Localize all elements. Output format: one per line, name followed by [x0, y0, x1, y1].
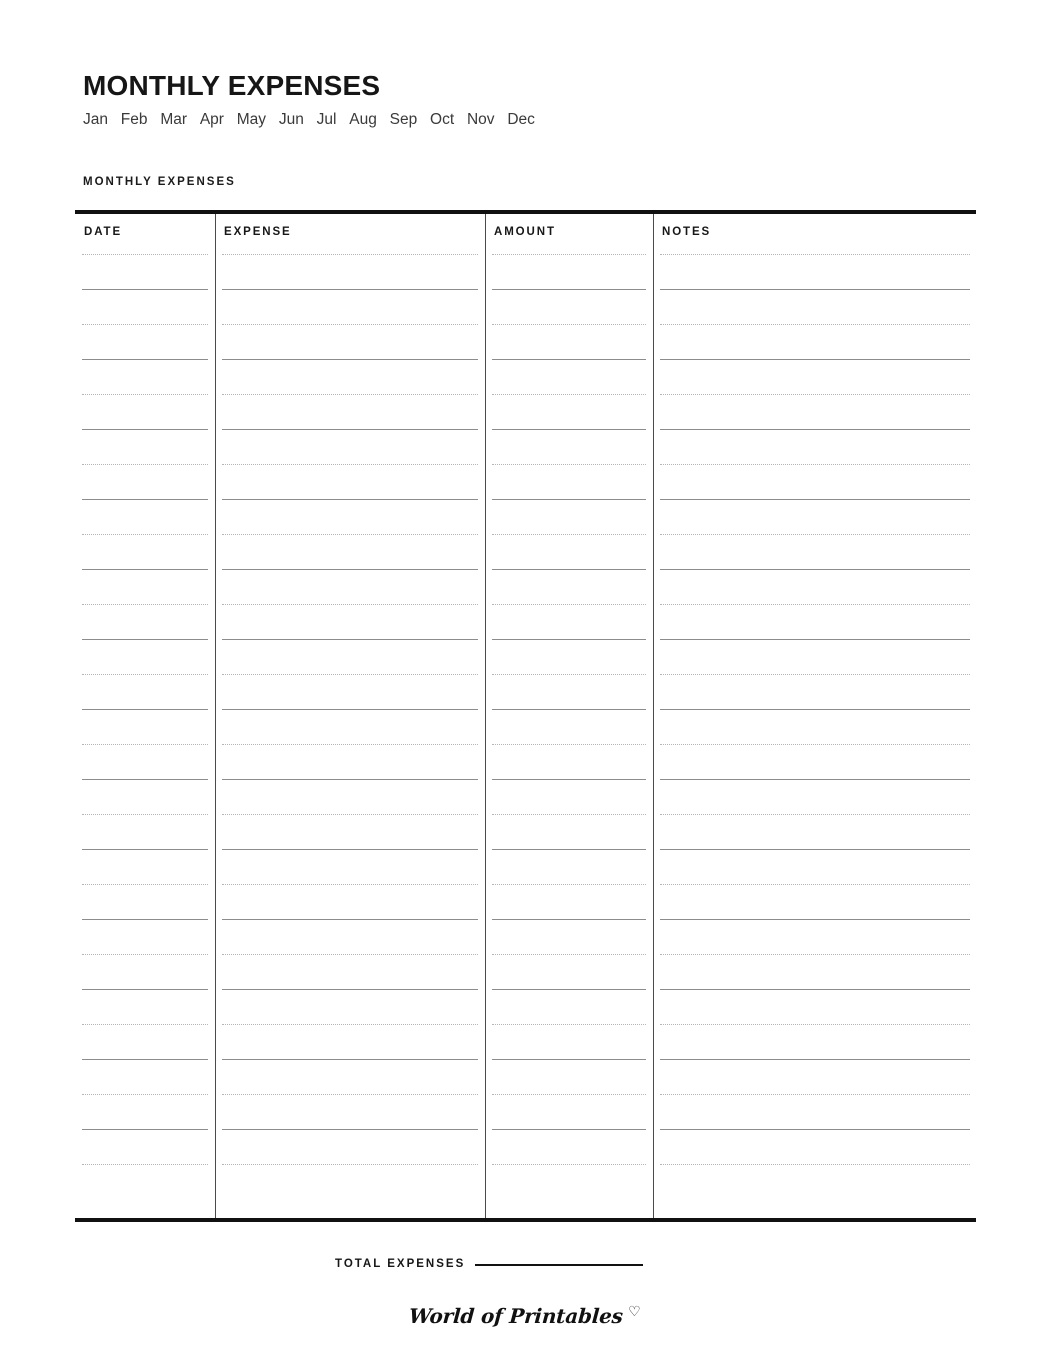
month-jul[interactable]: Jul [316, 111, 337, 128]
row-cell-notes[interactable] [660, 324, 970, 325]
row-cell-expense[interactable] [222, 954, 478, 955]
row-cell-amount[interactable] [492, 1164, 646, 1165]
table-row[interactable] [75, 429, 976, 431]
row-cell-date[interactable] [82, 604, 208, 605]
row-cell-amount[interactable] [492, 499, 646, 500]
row-cell-notes[interactable] [660, 429, 970, 430]
row-cell-date[interactable] [82, 254, 208, 255]
table-row[interactable] [75, 1094, 976, 1096]
row-cell-date[interactable] [82, 394, 208, 395]
row-cell-amount[interactable] [492, 254, 646, 255]
row-cell-amount[interactable] [492, 989, 646, 990]
row-cell-amount[interactable] [492, 1129, 646, 1130]
row-cell-notes[interactable] [660, 709, 970, 710]
table-row[interactable] [75, 604, 976, 606]
row-cell-notes[interactable] [660, 779, 970, 780]
row-cell-expense[interactable] [222, 499, 478, 500]
row-cell-amount[interactable] [492, 324, 646, 325]
row-cell-expense[interactable] [222, 359, 478, 360]
month-jan[interactable]: Jan [83, 111, 108, 128]
month-nov[interactable]: Nov [466, 111, 495, 128]
brand-logo-text: World of Printables [408, 1304, 624, 1328]
month-oct[interactable]: Oct [430, 111, 455, 128]
table-row[interactable] [75, 744, 976, 746]
row-cell-date[interactable] [82, 569, 208, 570]
section-label: MONTHLY EXPENSES [83, 176, 236, 188]
row-cell-notes[interactable] [660, 359, 970, 360]
row-cell-date[interactable] [82, 1024, 208, 1025]
total-expenses-label: TOTAL EXPENSES [335, 1258, 466, 1270]
column-header-expense: EXPENSE [224, 226, 292, 238]
row-cell-notes[interactable] [660, 884, 970, 885]
row-cell-expense[interactable] [222, 1129, 478, 1130]
row-cell-notes[interactable] [660, 1024, 970, 1025]
row-cell-date[interactable] [82, 709, 208, 710]
row-cell-date[interactable] [82, 534, 208, 535]
row-cell-notes[interactable] [660, 1129, 970, 1130]
row-cell-date[interactable] [82, 849, 208, 850]
row-cell-expense[interactable] [222, 429, 478, 430]
row-cell-date[interactable] [82, 289, 208, 290]
row-cell-date[interactable] [82, 884, 208, 885]
row-cell-date[interactable] [82, 499, 208, 500]
row-cell-notes[interactable] [660, 604, 970, 605]
row-cell-amount[interactable] [492, 359, 646, 360]
row-cell-expense[interactable] [222, 709, 478, 710]
table-row[interactable] [75, 254, 976, 256]
row-cell-expense[interactable] [222, 394, 478, 395]
month-jun[interactable]: Jun [278, 111, 304, 128]
table-row[interactable] [75, 569, 976, 571]
table-row[interactable] [75, 919, 976, 921]
row-cell-expense[interactable] [222, 849, 478, 850]
row-cell-date[interactable] [82, 1094, 208, 1095]
row-cell-date[interactable] [82, 639, 208, 640]
row-cell-notes[interactable] [660, 289, 970, 290]
row-cell-expense[interactable] [222, 989, 478, 990]
column-header-notes: NOTES [662, 226, 712, 238]
row-cell-expense[interactable] [222, 534, 478, 535]
row-cell-expense[interactable] [222, 324, 478, 325]
column-header-date: DATE [84, 226, 123, 238]
row-cell-expense[interactable] [222, 744, 478, 745]
row-cell-amount[interactable] [492, 569, 646, 570]
row-cell-expense[interactable] [222, 779, 478, 780]
row-cell-expense[interactable] [222, 919, 478, 920]
row-cell-expense[interactable] [222, 884, 478, 885]
row-cell-amount[interactable] [492, 779, 646, 780]
row-cell-notes[interactable] [660, 919, 970, 920]
heart-icon: ♡ [628, 1303, 641, 1319]
row-cell-expense[interactable] [222, 569, 478, 570]
row-cell-notes[interactable] [660, 954, 970, 955]
table-bottom-rule [75, 1218, 976, 1222]
month-may[interactable]: May [236, 111, 267, 128]
row-cell-date[interactable] [82, 814, 208, 815]
row-cell-amount[interactable] [492, 744, 646, 745]
row-cell-amount[interactable] [492, 534, 646, 535]
row-cell-amount[interactable] [492, 1059, 646, 1060]
row-cell-notes[interactable] [660, 849, 970, 850]
table-row[interactable] [75, 639, 976, 641]
table-row[interactable] [75, 1024, 976, 1026]
row-cell-amount[interactable] [492, 814, 646, 815]
row-cell-expense[interactable] [222, 639, 478, 640]
row-cell-date[interactable] [82, 779, 208, 780]
page-title: MONTHLY EXPENSES [83, 70, 381, 101]
table-row[interactable] [75, 394, 976, 396]
table-row[interactable] [75, 989, 976, 991]
row-cell-date[interactable] [82, 674, 208, 675]
row-cell-expense[interactable] [222, 1024, 478, 1025]
table-row[interactable] [75, 814, 976, 816]
month-dec[interactable]: Dec [507, 111, 535, 128]
month-apr[interactable]: Apr [199, 111, 224, 128]
row-cell-expense[interactable] [222, 254, 478, 255]
row-cell-notes[interactable] [660, 1164, 970, 1165]
row-cell-date[interactable] [82, 464, 208, 465]
row-cell-amount[interactable] [492, 604, 646, 605]
row-cell-amount[interactable] [492, 954, 646, 955]
row-cell-expense[interactable] [222, 814, 478, 815]
table-row[interactable] [75, 1129, 976, 1131]
row-cell-expense[interactable] [222, 1164, 478, 1165]
row-cell-amount[interactable] [492, 639, 646, 640]
table-row[interactable] [75, 324, 976, 326]
table-row[interactable] [75, 884, 976, 886]
month-selector [83, 112, 535, 128]
month-mar[interactable]: Mar [160, 111, 188, 128]
table-row[interactable] [75, 499, 976, 501]
row-cell-date[interactable] [82, 744, 208, 745]
month-sep[interactable]: Sep [389, 111, 418, 128]
table-row[interactable] [75, 674, 976, 676]
table-row[interactable] [75, 709, 976, 711]
row-cell-amount[interactable] [492, 1094, 646, 1095]
row-cell-date[interactable] [82, 359, 208, 360]
table-row[interactable] [75, 1059, 976, 1061]
row-cell-amount[interactable] [492, 464, 646, 465]
row-cell-expense[interactable] [222, 289, 478, 290]
table-row[interactable] [75, 534, 976, 536]
row-cell-amount[interactable] [492, 674, 646, 675]
row-cell-notes[interactable] [660, 464, 970, 465]
row-cell-notes[interactable] [660, 1094, 970, 1095]
row-cell-notes[interactable] [660, 394, 970, 395]
row-cell-expense[interactable] [222, 1094, 478, 1095]
month-feb[interactable]: Feb [120, 111, 148, 128]
month-aug[interactable]: Aug [349, 111, 377, 128]
row-cell-amount[interactable] [492, 709, 646, 710]
table-row[interactable] [75, 954, 976, 956]
total-expenses-input[interactable] [475, 1264, 643, 1266]
table-row[interactable] [75, 779, 976, 781]
row-cell-notes[interactable] [660, 499, 970, 500]
total-expenses-row [335, 1259, 643, 1271]
row-cell-date[interactable] [82, 1059, 208, 1060]
row-cell-date[interactable] [82, 324, 208, 325]
row-cell-amount[interactable] [492, 919, 646, 920]
row-cell-date[interactable] [82, 989, 208, 990]
row-cell-date[interactable] [82, 1129, 208, 1130]
row-cell-notes[interactable] [660, 744, 970, 745]
row-cell-notes[interactable] [660, 674, 970, 675]
table-row[interactable] [75, 359, 976, 361]
brand-logo [0, 1303, 1050, 1328]
table-row[interactable] [75, 1164, 976, 1166]
row-cell-amount[interactable] [492, 429, 646, 430]
row-cell-expense[interactable] [222, 674, 478, 675]
row-cell-notes[interactable] [660, 814, 970, 815]
table-row[interactable] [75, 289, 976, 291]
row-cell-amount[interactable] [492, 394, 646, 395]
row-cell-amount[interactable] [492, 884, 646, 885]
column-header-amount: AMOUNT [494, 226, 556, 238]
row-cell-date[interactable] [82, 1164, 208, 1165]
expenses-table [75, 210, 976, 1222]
table-writing-lines [75, 210, 976, 1222]
table-row[interactable] [75, 464, 976, 466]
row-cell-notes[interactable] [660, 1059, 970, 1060]
row-cell-expense[interactable] [222, 464, 478, 465]
row-cell-amount[interactable] [492, 849, 646, 850]
row-cell-notes[interactable] [660, 989, 970, 990]
row-cell-expense[interactable] [222, 604, 478, 605]
row-cell-notes[interactable] [660, 254, 970, 255]
row-cell-expense[interactable] [222, 1059, 478, 1060]
row-cell-amount[interactable] [492, 1024, 646, 1025]
table-row[interactable] [75, 849, 976, 851]
row-cell-notes[interactable] [660, 569, 970, 570]
row-cell-amount[interactable] [492, 289, 646, 290]
row-cell-notes[interactable] [660, 534, 970, 535]
row-cell-date[interactable] [82, 429, 208, 430]
row-cell-date[interactable] [82, 919, 208, 920]
row-cell-date[interactable] [82, 954, 208, 955]
row-cell-notes[interactable] [660, 639, 970, 640]
